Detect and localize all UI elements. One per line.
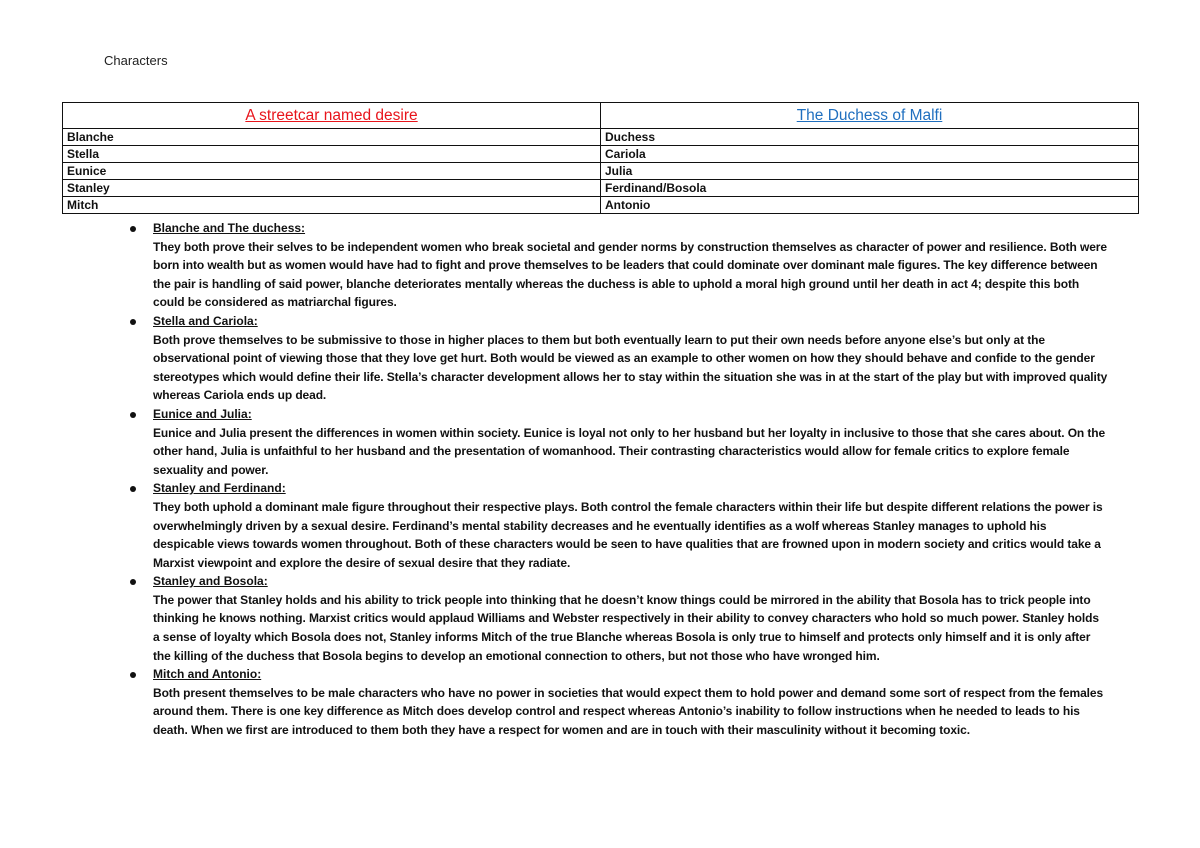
note-body: Both prove themselves to be submissive to those in higher places to them but both eventually learn to put their own needs before anyone else’s but only at the observational point of viewing those that they love get hurt. Both would be viewed as an example to other women on how they should behave and confide to the gender stereotypes which would define their life. Stella’s character development allows her to stay within the situation she was in at the start of the play but with improved quality whereas Cariola ends up dead. [153, 332, 1108, 403]
list-item [0, 219, 1200, 312]
note-heading: Stanley and Ferdinand: [153, 481, 286, 496]
note-body: The power that Stanley holds and his ability to trick people into thinking that he doesn’t know things could be mirrored in the ability that Bosola has to trick people into thinking he knows nothing. Marxist critics would applaud Williams and Webster respectively in their ability to convey characters who hold so much power. Stanley holds a sense of loyalty which Bosola does not, Stanley informs Mitch of the true Blanche whereas Bosola is only true to himself and protects only himself and it is only after the killing of the duchess that Bosola begins to develop an emotional connection to others, but not those who have wronged him. [153, 592, 1099, 663]
note-heading: Stanley and Bosola: [153, 574, 268, 589]
bullet-icon [130, 412, 136, 418]
table-row [63, 163, 1139, 180]
table-cell: Duchess [601, 129, 1139, 146]
table-row [63, 197, 1139, 214]
comparison-notes-list [0, 219, 1200, 740]
table-row [63, 180, 1139, 197]
note-heading: Eunice and Julia: [153, 406, 252, 421]
table-row [63, 146, 1139, 163]
bullet-icon [130, 319, 136, 325]
note-heading: Mitch and Antonio: [153, 667, 262, 682]
table-header-row [63, 103, 1139, 129]
bullet-icon [130, 579, 136, 585]
list-item [0, 405, 1200, 479]
table-cell: Julia [601, 163, 1139, 180]
list-item [0, 312, 1200, 405]
bullet-icon [130, 226, 136, 232]
table-cell: Cariola [601, 146, 1139, 163]
table-cell: Blanche [63, 129, 601, 146]
column-header-streetcar: A streetcar named desire [63, 103, 601, 129]
note-body: They both prove their selves to be independent women who break societal and gender norms by construction themselves as character of power and resilience. Both were born into wealth but as women would have had to fight and prove themselves to be leaders that could dominate over dominant male figures. The key difference between the pair is handling of said power, blanche deteriorates mentally whereas the duchess is able to uphold a moral high ground until her death in act 4; despite this both could be considered as matriarchal figures. [153, 239, 1107, 310]
bullet-icon [130, 672, 136, 678]
column-header-duchess: The Duchess of Malfi [601, 103, 1139, 129]
note-heading: Stella and Cariola: [153, 313, 258, 328]
note-body: Eunice and Julia present the differences in women within society. Eunice is loyal not only to her husband but her loyalty in inclusive to those that she cares about. On the other hand, Julia is unfaithful to her husband and the presentation of womanhood. Their contrasting characteristics would allow for female critics to explore female sexuality and power. [153, 425, 1106, 477]
note-heading: Blanche and The duchess: [153, 221, 306, 235]
document-header: Characters [104, 53, 168, 68]
table-cell: Stella [63, 146, 601, 163]
table-cell: Eunice [63, 163, 601, 180]
table-cell: Mitch [63, 197, 601, 214]
characters-table [62, 102, 1139, 214]
bullet-icon [130, 486, 136, 492]
list-item [0, 572, 1200, 665]
table-cell: Antonio [601, 197, 1139, 214]
table-cell: Stanley [63, 180, 601, 197]
table-cell: Ferdinand/Bosola [601, 180, 1139, 197]
note-body: Both present themselves to be male characters who have no power in societies that would expect them to hold power and demand some sort of respect from the females around them. There is one key difference as Mitch does develop control and respect whereas Antonio’s inability to follow instructions when he needed to leads to his death. When we first are introduced to them both they have a respect for women and are in touch with their masculinity without it becoming toxic. [153, 685, 1104, 738]
note-body: They both uphold a dominant male figure throughout their respective plays. Both control the female characters within their life but despite different relations the power is overwhelmingly driven by a sexual desire. Ferdinand’s mental stability decreases and he eventually identifies as a wolf whereas Stanley manages to uphold his despicable views towards women throughout. Both of these characters would be seen to have qualities that are frowned upon in modern society and critics would take a Marxist viewpoint and explore the desire of sexual desire that they radiate. [153, 499, 1103, 570]
table-row [63, 129, 1139, 146]
list-item [0, 665, 1200, 739]
list-item [0, 479, 1200, 572]
